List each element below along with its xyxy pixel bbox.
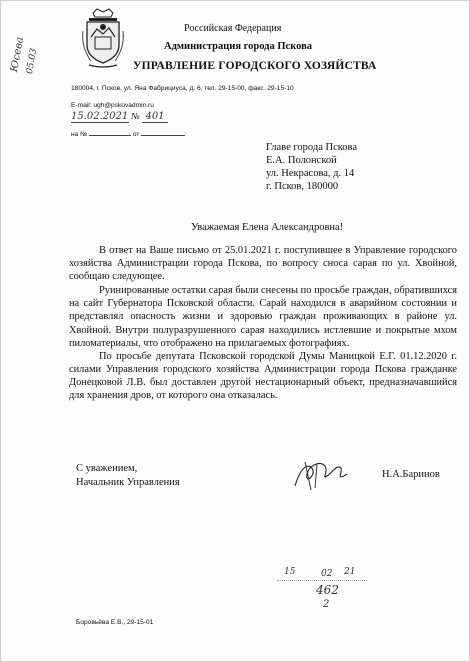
- stamp-underline: [277, 580, 367, 581]
- stamp-sheets: 2: [323, 599, 330, 610]
- closing-block: [76, 462, 180, 489]
- signer-name: Н.А.Баринов: [382, 469, 440, 480]
- registration-line: [71, 111, 168, 123]
- margin-note: Юсева: [9, 36, 26, 73]
- header-dept: УПРАВЛЕНИЕ ГОРОДСКОГО ХОЗЯЙСТВА: [133, 60, 377, 72]
- closing-line: С уважением,: [76, 463, 138, 474]
- margin-note-date: 05.03: [25, 47, 40, 75]
- salutation: Уважаемая Елена Александровна!: [191, 222, 344, 233]
- reply-number-label: на №: [71, 131, 88, 138]
- header-org: Администрация города Пскова: [164, 41, 313, 52]
- reply-line: [71, 131, 185, 138]
- signature-image: [291, 456, 353, 494]
- paragraph: В ответ на Ваше письмо от 25.01.2021 г. поступившее в Управление городского хозяйства Администрации города Пскова, по вопросу сноса сарая по ул. Хвойной, сообщаю следующее.: [69, 245, 457, 283]
- registration-number: 401: [142, 111, 168, 123]
- recipient-line: Главе города Пскова: [266, 142, 358, 153]
- footer-executor: Боровьёва Е.В., 29-15-01: [76, 619, 154, 626]
- registration-date: 15.02.2021: [71, 111, 129, 122]
- recipient-block: [266, 141, 357, 193]
- recipient-line: Е.А. Полонской: [266, 155, 337, 166]
- reply-date-blank: [141, 135, 185, 136]
- header-address: 180004, г. Псков, ул. Яна Фабрициуса, д. 6, тел. 29-15-00, факс. 29-15-10: [71, 85, 294, 92]
- letter-body: [69, 244, 457, 402]
- reply-date-label: от: [132, 131, 140, 138]
- closing-line: Начальник Управления: [76, 476, 180, 488]
- coat-of-arms-icon: [81, 7, 125, 69]
- header-email: E-mail: ugh@pskovadmin.ru: [71, 102, 154, 109]
- registration-number-prefix: №: [131, 111, 140, 121]
- recipient-line: г. Псков, 180000: [266, 181, 339, 192]
- header-country: Российская Федерация: [184, 23, 282, 34]
- recipient-line: ул. Некрасова, д. 14: [266, 168, 355, 179]
- paragraph: Руинированные остатки сарая были снесены по просьбе граждан, обратившихся на сайт Губернатора Псковской области. Сарай находился в аварийном состоянии и представлял опасность жизни и здоровью граждан проживающих в районе ул. Хвойной. Внутри полуразрушенного сарая находились истлевшие и покрытые мхом пиломатериалы, что отображено на прилагаемых фотографиях.: [69, 285, 457, 349]
- reply-number-blank: [89, 135, 131, 136]
- stamp-date-month: 02: [321, 569, 333, 579]
- paragraph: По просьбе депутата Псковской городской Думы Маницкой Е.Г. 01.12.2020 г. силами Управления городского хозяйства Администрации города Пскова гражданке Донецковой Л.В. был доставлен другой нестационарный объект, предназначавшийся для хранения дров, от которого она отказалась.: [69, 350, 457, 402]
- stamp-date-day: 15: [284, 567, 296, 577]
- stamp-number: 462: [316, 583, 339, 597]
- stamp-date-year: 21: [344, 567, 356, 577]
